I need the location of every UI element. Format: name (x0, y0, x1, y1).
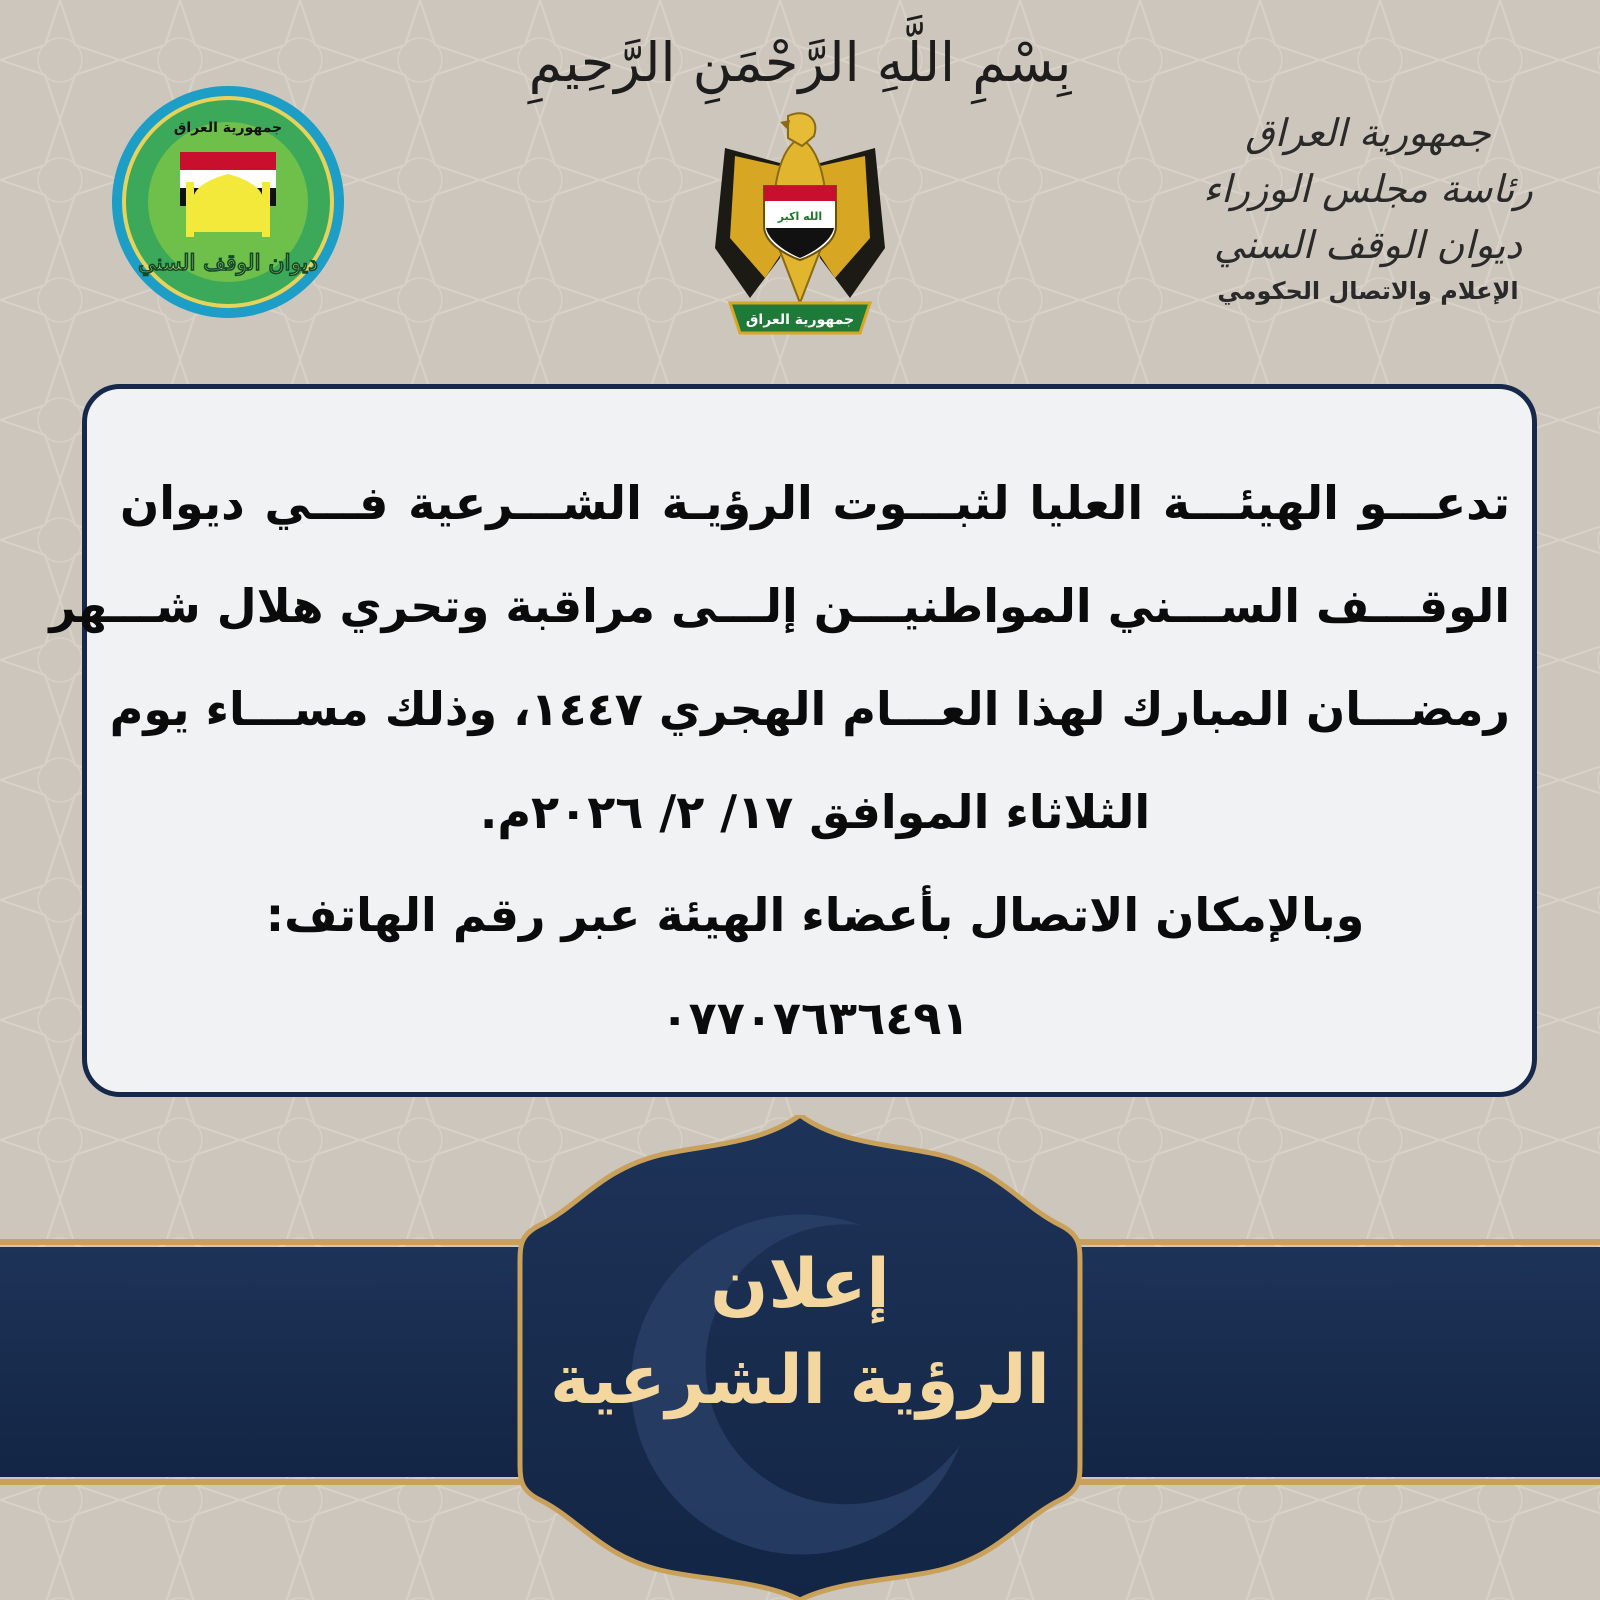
announcement-line-3: رمضـــان المبارك لهذا العـــام الهجري ١٤٤٧، وذلك مســـاء يوم (109, 682, 1510, 736)
basmala-calligraphy: بِسْمِ اللَّهِ الرَّحْمَنِ الرَّحِيمِ (528, 31, 1072, 94)
sunni-endowment-seal (108, 82, 348, 322)
announcement-line-1: تدعـــو الهيئـــة العليا لثبـــوت الرؤيـة الشـــرعية فـــي ديوان (120, 476, 1510, 530)
announcement-contact-line: وبالإمكان الاتصال بأعضاء الهيئة عبر رقم الهاتف: (265, 888, 1365, 942)
announcement-body (49, 452, 1510, 1070)
issuer-header (1188, 105, 1548, 305)
announcement-line-2: الوقـــف الســـني المواطنيـــن إلـــى مراقبة وتحري هلال شـــهر (49, 579, 1510, 633)
header-line-cabinet: رئاسة مجلس الوزراء (1203, 167, 1533, 211)
announcement-phone: ٠٧٧٠٧٦٣٦٤٩١ (660, 991, 970, 1045)
header-department: الإعلام والاتصال الحكومي (1217, 277, 1519, 305)
banner-title-announcement: إعلان (710, 1245, 890, 1324)
seal-top-text: جمهورية العراق (173, 120, 283, 136)
flag-takbir-text: الله اكبر (777, 210, 823, 223)
seal-bottom-text: ديوان الوقف السني (138, 250, 318, 276)
header-line-republic: جمهورية العراق (1245, 111, 1491, 155)
iraq-eagle-emblem (710, 108, 890, 338)
announcement-date-line: الثلاثاء الموافق ١٧/ ٢/ ٢٠٢٦م. (479, 785, 1151, 839)
banner-title-sighting: الرؤية الشرعية (550, 1341, 1050, 1420)
header-line-diwan: ديوان الوقف السني (1213, 223, 1523, 267)
emblem-ribbon-text: جمهورية العراق (745, 312, 855, 328)
